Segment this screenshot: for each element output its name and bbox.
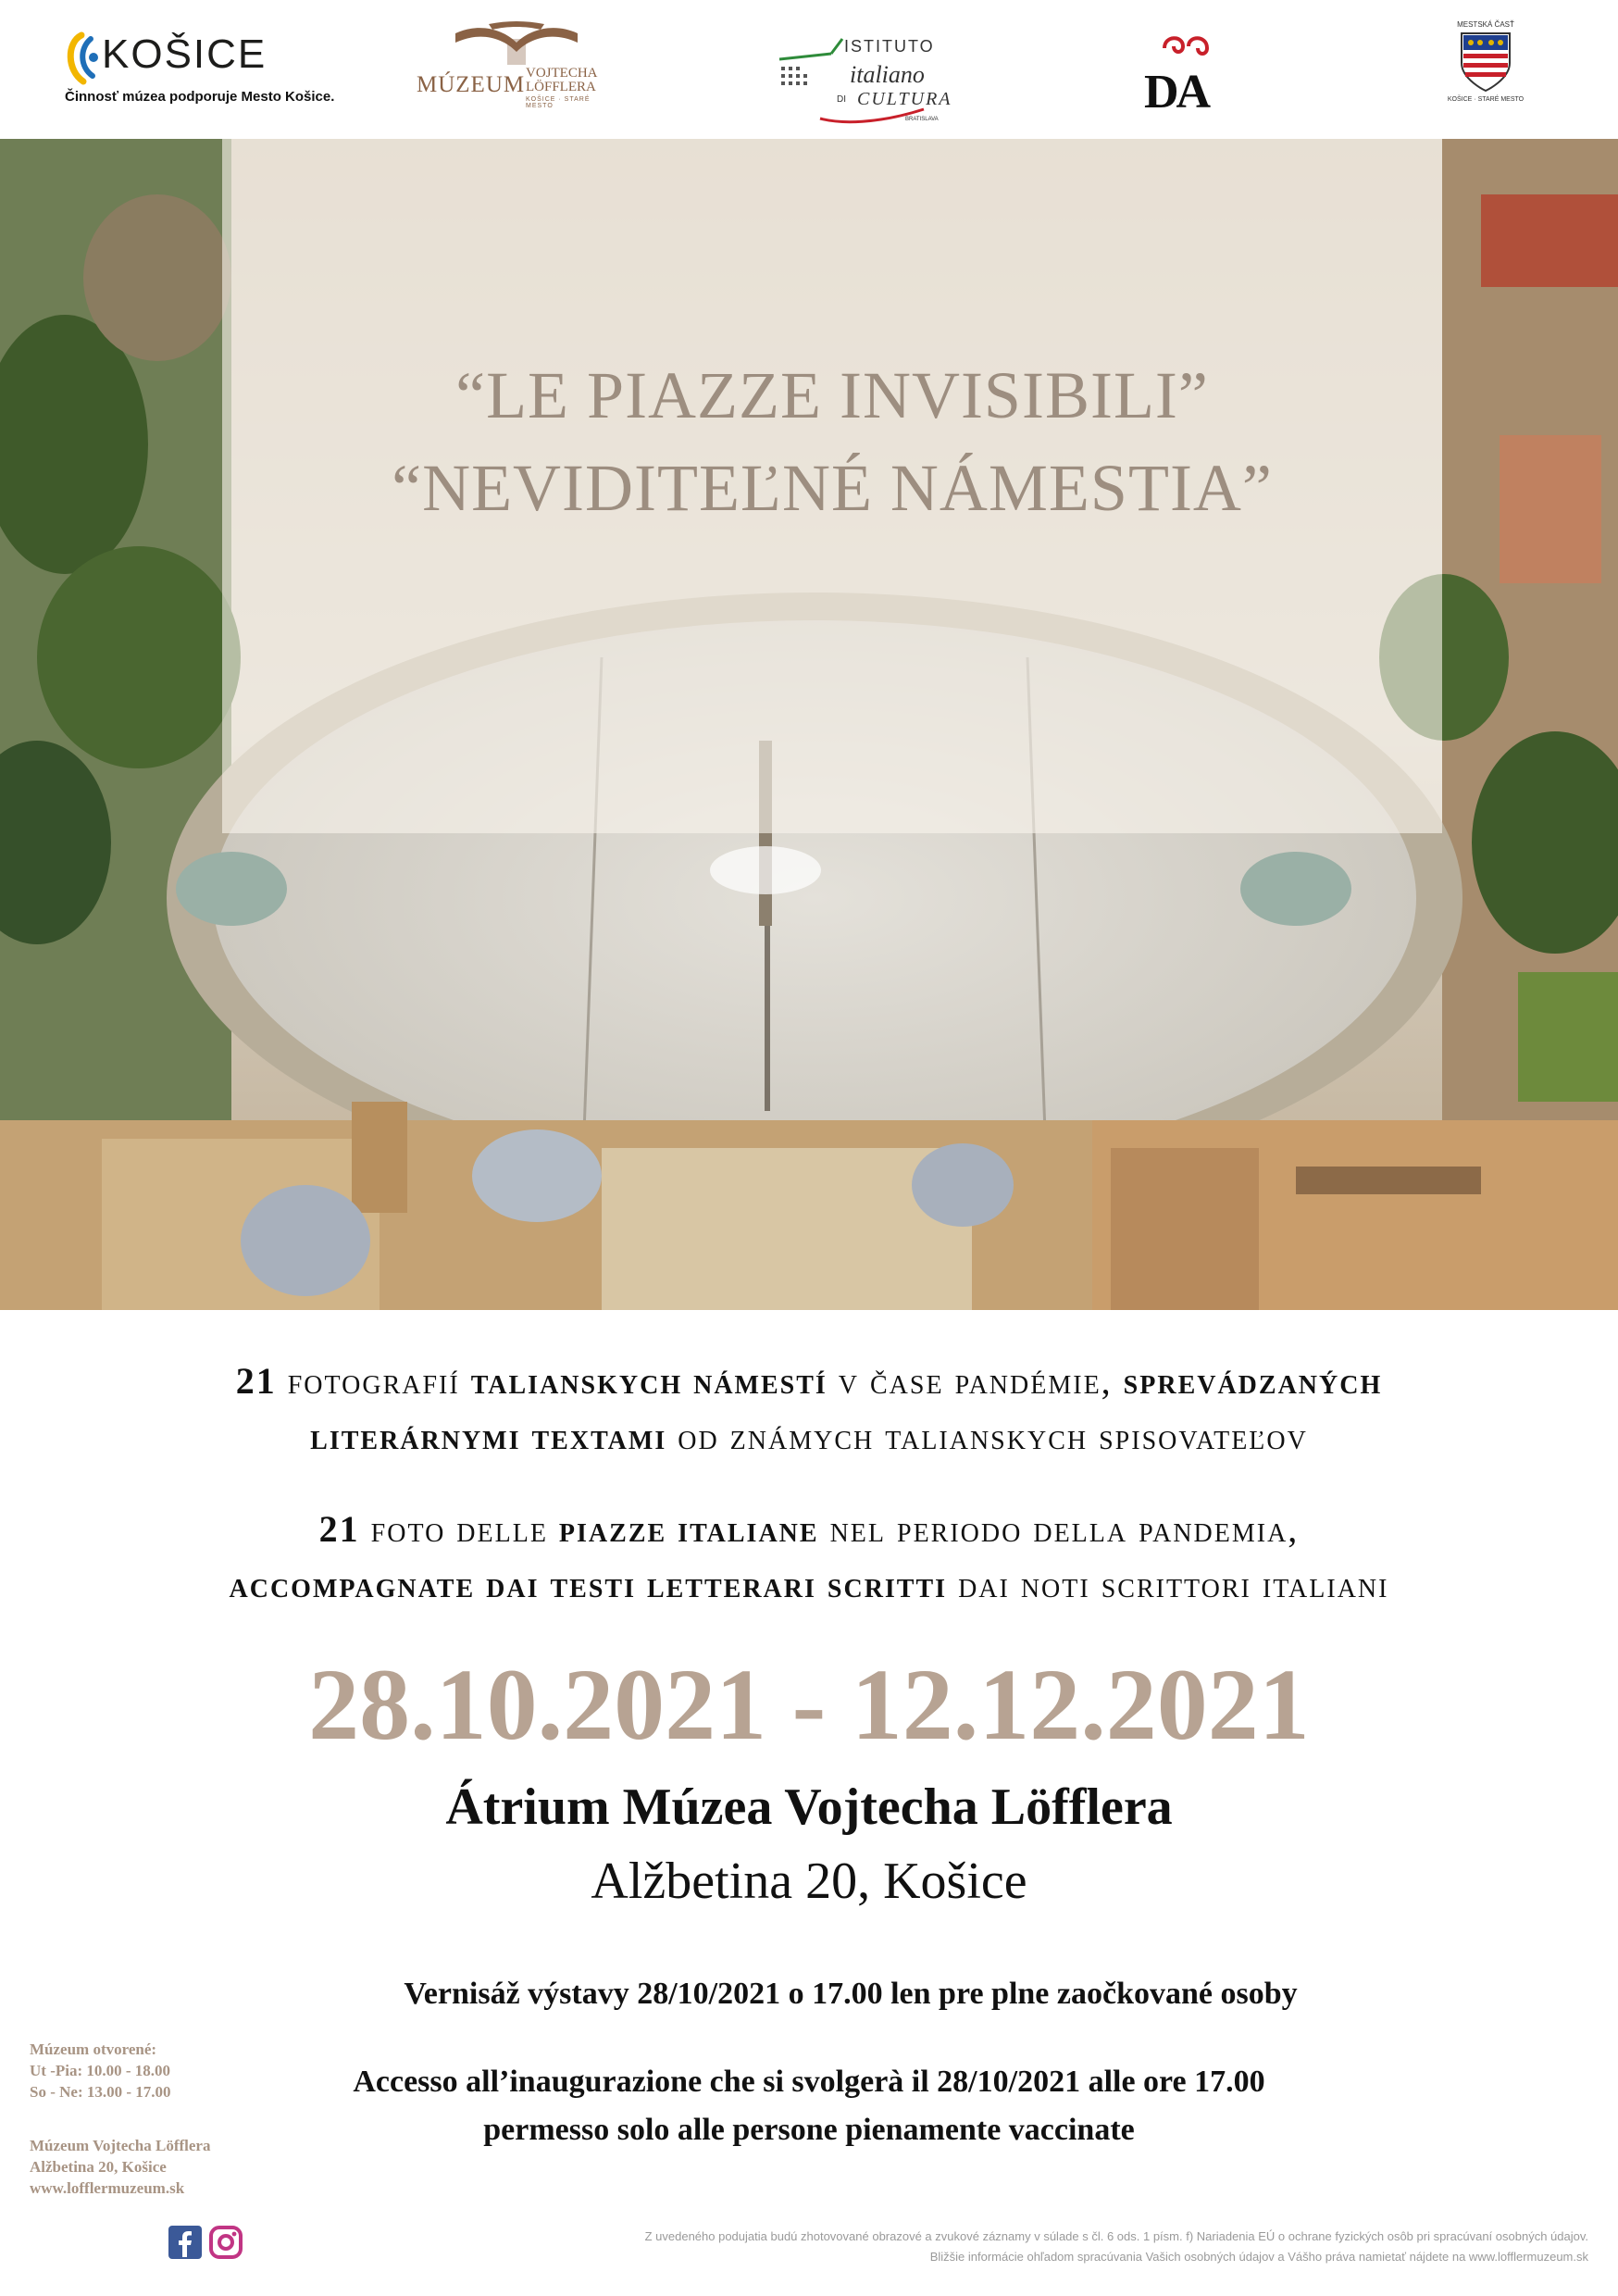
da-logo: [1140, 30, 1233, 119]
desc-it-count: 21: [318, 1508, 360, 1550]
desc-sk-text: od známych talianskych spisovateľov: [666, 1416, 1308, 1457]
desc-sk-bold: literárnymi textami: [310, 1416, 667, 1457]
desc-it-text: foto delle: [359, 1508, 559, 1550]
description-italian: [0, 1502, 1618, 1613]
opening-note-italian-line1: Accesso all’inaugurazione che si svolgerà il 28/10/2021 alle ore 17.00: [353, 2065, 1265, 2099]
iic-logo-line3: DI: [837, 94, 846, 105]
description-italian-line2: [0, 1557, 1618, 1613]
iic-logo-line4: CULTURA: [857, 89, 952, 109]
exhibition-title-slovak: “NEVIDITEĽNÉ NÁMESTIA”: [392, 451, 1273, 525]
kosice-support-caption: Činnosť múzea podporuje Mesto Košice.: [65, 89, 335, 105]
museum-logo-name-line2: LÖFFLERA: [526, 80, 596, 94]
istituto-italiano-logo: [776, 28, 961, 130]
desc-sk-text: v čase pandémie,: [827, 1360, 1124, 1402]
exhibition-title-italian: “LE PIAZZE INVISIBILI”: [455, 358, 1209, 432]
gdpr-footnote-line1: Z uvedeného podujatia budú zhotovované obrazové a zvukové záznamy v súlade s čl. 6 ods. 1 písm. f) Nariadenia EÚ o ochrane fyzických osôb pri spracúvaní osobných údajov.: [644, 2229, 1588, 2243]
desc-sk-bold: sprevádzaných: [1123, 1360, 1383, 1402]
museum-contact-address: Alžbetina 20, Košice: [30, 2158, 167, 2176]
opening-hours-weekdays: Ut -Pia: 10.00 - 18.00: [30, 2062, 171, 2079]
desc-it-bold: accompagnate dai testi letterari scritti: [229, 1564, 948, 1605]
opening-note-slovak: Vernisáž výstavy 28/10/2021 o 17.00 len pre plne zaočkované osoby: [404, 1977, 1298, 2011]
kosice-logo-text: KOŠICE: [102, 31, 268, 77]
museum-logo: [417, 20, 620, 109]
da-swirl-icon: [1159, 30, 1214, 63]
description-italian-line1: [0, 1502, 1618, 1557]
opening-hours-heading: Múzeum otvorené:: [30, 2040, 157, 2058]
exhibition-dates: 28.10.2021 - 12.12.2021: [308, 1648, 1310, 1761]
desc-it-text: nel periodo della pandemia,: [818, 1508, 1300, 1550]
desc-it-text: dai noti scrittori italiani: [947, 1564, 1389, 1605]
logo-bar: [0, 0, 1618, 137]
desc-sk-bold: talianskych námestí: [470, 1360, 828, 1402]
title-overlay-box: [222, 139, 1442, 833]
crest-bottom-text: KOŠICE · STARÉ MESTO: [1447, 96, 1525, 103]
hero-aerial-photo: [0, 139, 1618, 1310]
museum-logo-name-line1: VOJTECHA: [526, 66, 598, 81]
gdpr-footnote-line2: Bližšie informácie ohľadom spracúvania Vašich osobných údajov a Vášho práva namietať nájdete na www.lofflermuzeum.sk: [929, 2250, 1588, 2264]
coat-of-arms-icon: [1460, 31, 1512, 93]
kosice-logo: [65, 28, 335, 111]
museum-logo-name: [526, 67, 598, 94]
desc-sk-count: 21: [235, 1360, 277, 1402]
museum-logo-tagline: KOŠICE · STARÉ MESTO: [526, 96, 591, 109]
social-links: [168, 2226, 252, 2263]
instagram-icon[interactable]: [209, 2226, 243, 2259]
stare-mesto-crest-logo: [1444, 20, 1527, 109]
crest-top-text: MESTSKÁ ČASŤ: [1457, 20, 1514, 29]
desc-it-bold: piazze italiane: [558, 1508, 819, 1550]
facebook-icon[interactable]: [168, 2226, 202, 2259]
opening-hours-weekend: So - Ne: 13.00 - 17.00: [30, 2083, 171, 2101]
iic-logo-line1: ISTITUTO: [844, 37, 935, 56]
iic-logo-city: BRATISLAVA: [905, 117, 939, 122]
desc-sk-text: fotografií: [276, 1360, 471, 1402]
description-slovak: [0, 1354, 1618, 1465]
description-slovak-line1: [0, 1354, 1618, 1409]
opening-note-italian-line2: permesso solo alle persone pienamente vaccinate: [483, 2113, 1135, 2147]
venue-address: Alžbetina 20, Košice: [591, 1853, 1027, 1910]
opening-hours: [30, 2039, 171, 2103]
museum-contact-web[interactable]: www.lofflermuzeum.sk: [30, 2179, 185, 2197]
iic-logo-line2: italiano: [850, 61, 925, 88]
description-slovak-line2: [0, 1409, 1618, 1465]
museum-contact: [30, 2135, 210, 2199]
museum-contact-name: Múzeum Vojtecha Löfflera: [30, 2137, 211, 2154]
museum-logo-word: MÚZEUM: [417, 72, 526, 97]
da-logo-text: DA: [1144, 66, 1209, 119]
museum-book-icon: [452, 20, 581, 69]
venue-name: Átrium Múzea Vojtecha Löfflera: [445, 1778, 1173, 1836]
